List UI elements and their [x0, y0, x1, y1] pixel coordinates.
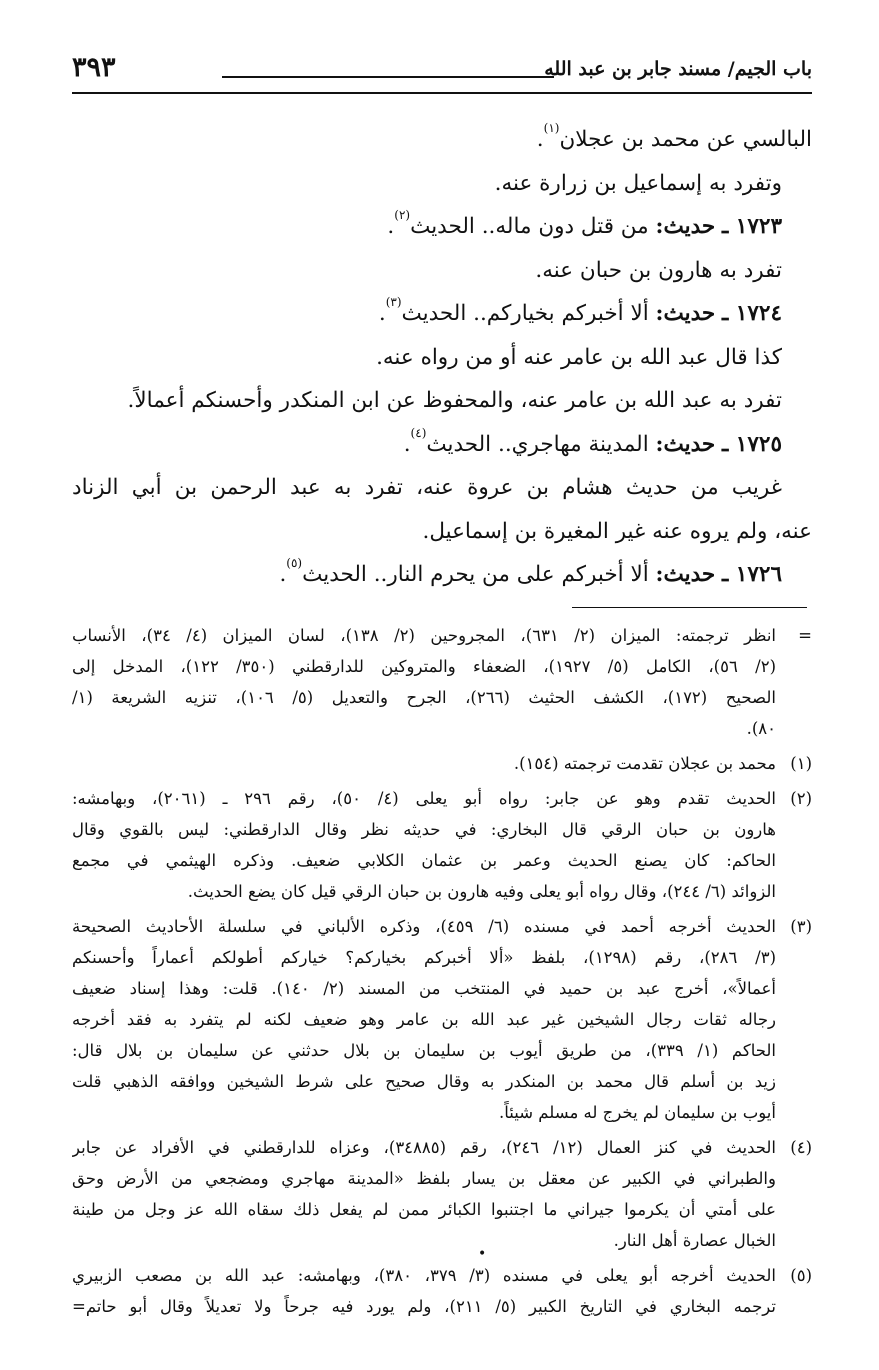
punctuation: . — [378, 301, 386, 326]
hadith-entry — [72, 553, 812, 597]
footnote-marker: (١) — [790, 754, 812, 773]
hadith-label: حديث: — [655, 431, 716, 457]
footnote-ref[interactable]: (١) — [543, 121, 560, 135]
footnote-continuation — [72, 620, 812, 744]
footnote-line: أعمالاً»، أخرج عبد بن حميد في المنتخب من المسند (٢/ ١٤٠). قلت: وهذا إسناد ضعيف — [72, 979, 776, 998]
footnote-2 — [72, 783, 812, 907]
footnote-marker: (٣) — [790, 917, 812, 936]
stray-dot: • — [478, 1246, 487, 1262]
footnote-line: الخبال عصارة أهل النار. — [613, 1231, 776, 1250]
page-number: ٣٩٣ — [72, 52, 116, 83]
hadith-text: ألا أخبركم على من يحرم النار.. الحديث — [302, 562, 649, 587]
footnote-ref[interactable]: (٣) — [385, 295, 402, 309]
punctuation: . — [387, 214, 395, 239]
paragraph-line: غريب من حديث هشام بن عروة عنه، تفرد به عبد الرحمن بن أبي الزناد — [72, 475, 782, 500]
hadith-entry — [72, 423, 812, 467]
main-text — [72, 118, 812, 597]
hadith-label: حديث: — [655, 214, 716, 239]
footnote-line: الحاكم (١/ ٣٣٩)، من طريق أيوب بن سليمان بن بلال حدثني عن سليمان بن بلال قال: — [72, 1041, 776, 1060]
running-header — [72, 52, 812, 96]
hadith-text: ألا أخبركم بخياركم.. الحديث — [401, 301, 649, 326]
paragraph — [72, 336, 812, 380]
footnote-1 — [72, 748, 812, 779]
footnote-marker: (٥) — [790, 1266, 812, 1285]
footnote-marker: (٤) — [790, 1138, 812, 1157]
paragraph-text: البالسي عن محمد بن عجلان — [559, 127, 812, 152]
footnote-5 — [72, 1260, 812, 1322]
footnote-line: الزوائد (٦/ ٢٤٤)، وقال رواه أبو يعلى وفيه هارون بن حبان الرقي قيل كان يضع الحديث. — [187, 882, 776, 901]
hadith-text: من قتل دون ماله.. الحديث — [410, 214, 649, 239]
paragraph-text: كذا قال عبد الله بن عامر عنه أو من رواه عنه. — [376, 344, 782, 370]
footnote-marker: (٢) — [790, 789, 812, 808]
hadith-entry — [72, 292, 812, 336]
hadith-entry — [72, 205, 812, 249]
punctuation: . — [536, 127, 544, 152]
footnote-line: أيوب بن سليمان لم يخرج له مسلم شيئاً. — [499, 1103, 776, 1122]
hadith-number: ١٧٢٣ ـ — [722, 214, 782, 239]
footnotes — [72, 620, 812, 1326]
footnote-line: ترجمه البخاري في التاريخ الكبير (٥/ ٢١١)، ولم يورد فيه جرحاً ولا تعديلاً وقال أبو حاتم= — [72, 1297, 776, 1316]
paragraph-text: تفرد به عبد الله بن عامر عنه، والمحفوظ عن ابن المنكدر وأحسنكم أعمالاً. — [127, 388, 782, 413]
footnote-line: محمد بن عجلان تقدمت ترجمته (١٥٤). — [513, 754, 776, 773]
footnote-line: انظر ترجمته: الميزان (٢/ ٦٣١)، المجروحين (٢/ ١٣٨)، لسان الميزان (٤/ ٣٤)، الأنساب — [72, 626, 776, 645]
footnote-line: هارون بن حبان الرقي قال البخاري: في حديثه نظر وقال الدارقطني: ليس بالقوي وقال — [72, 820, 776, 839]
hadith-text: المدينة مهاجري.. الحديث — [426, 431, 649, 457]
footnote-ref[interactable]: (٢) — [394, 208, 411, 222]
footnote-ref[interactable]: (٤) — [410, 425, 427, 440]
footnote-line: الحديث أخرجه أحمد في مسنده (٦/ ٤٥٩)، وذكره الألباني في سلسلة الأحاديث الصحيحة — [72, 917, 776, 936]
footnote-4 — [72, 1132, 812, 1256]
footnote-marker: = — [798, 626, 812, 645]
footnote-line: (٣/ ٢٨٦)، رقم (١٢٩٨)، بلفظ «ألا أخبركم بخياركم؟ خياركم أطولكم أعماراً وأحسنكم — [72, 948, 776, 967]
paragraph-text: تفرد به هارون بن حبان عنه. — [535, 257, 782, 283]
footnote-3 — [72, 911, 812, 1128]
footnote-line: الحاكم: كان يصنع الحديث وعمر بن عثمان الكلابي ضعيف. وذكره الهيثمي في مجمع — [72, 851, 776, 870]
header-underline — [72, 92, 812, 94]
footnote-ref[interactable]: (٥) — [286, 556, 303, 570]
hadith-label: حديث: — [655, 301, 716, 326]
footnote-line: على أمتي أن يكرموا جيراني ما اجتنبوا الكبائر ممن لم يفعل ذلك سقاه الله عز وجل من طينة — [72, 1200, 776, 1219]
footnote-line: الحديث تقدم وهو عن جابر: رواه أبو يعلى (٤/ ٥٠)، رقم ٢٩٦ ـ (٢٠٦١)، وبهامشه: — [72, 789, 776, 808]
hadith-label: حديث: — [655, 562, 716, 587]
footnote-line: زيد بن أسلم قال محمد بن المنكدر به وقال صحيح على شرط الشيخين ووافقه الذهبي قلت — [72, 1072, 776, 1091]
paragraph — [72, 249, 812, 293]
punctuation: . — [279, 562, 287, 587]
footnote-line: (٢/ ٥٦)، الكامل (٥/ ١٩٢٧)، الضعفاء والمتروكين للدارقطني (٣٥٠/ ١٢٢)، المدخل إلى — [72, 657, 776, 676]
paragraph-text: وتفرد به إسماعيل بن زرارة عنه. — [494, 170, 782, 196]
chapter-title: باب الجيم/ مسند جابر بن عبد الله — [544, 58, 812, 80]
footnote-line: رجاله ثقات رجال الشيخين غير عبد الله بن عامر وهو ضعيف لكنه لم يتفرد به فقد أخرجه — [72, 1010, 776, 1029]
paragraph — [72, 162, 812, 206]
footnote-line: ٨٠). — [746, 719, 776, 738]
footnote-line: الحديث في كنز العمال (١٢/ ٢٤٦)، رقم (٣٤٨٨٥)، وعزاه للدارقطني في الأفراد عن جابر — [72, 1138, 776, 1157]
footnote-line: والطبراني في الكبير عن معقل بن يسار بلفظ «المدينة مهاجري ومضجعي من الأرض وحق — [72, 1169, 776, 1188]
footnote-line: الحديث أخرجه أبو يعلى في مسنده (٣/ ٣٧٩، ٣٨٠)، وبهامشه: عبد الله بن مصعب الزبيري — [72, 1266, 776, 1285]
punctuation: . — [403, 431, 411, 457]
paragraph-line: عنه، ولم يروه عنه غير المغيرة بن إسماعيل. — [422, 518, 812, 544]
paragraph — [72, 118, 812, 162]
paragraph — [72, 379, 812, 423]
hadith-number: ١٧٢٤ ـ — [722, 301, 782, 326]
hadith-number: ١٧٢٥ ـ — [722, 431, 782, 457]
header-rule — [222, 76, 554, 78]
footnote-line: الصحيح (١٧٢)، الكشف الحثيث (٢٦٦)، الجرح والتعديل (٥/ ١٠٦)، تنزيه الشريعة (١/ — [72, 688, 776, 707]
footnote-separator — [572, 607, 807, 608]
hadith-number: ١٧٢٦ ـ — [722, 562, 782, 587]
